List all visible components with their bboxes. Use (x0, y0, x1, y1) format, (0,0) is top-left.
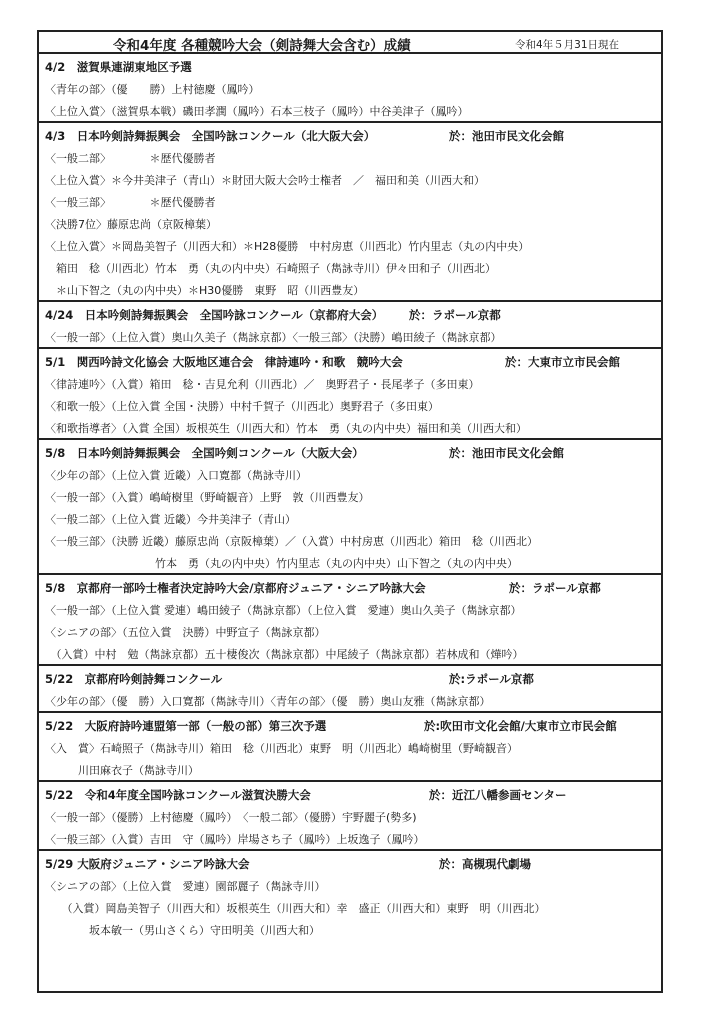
competition-section (39, 851, 661, 940)
document-title: 令和4年度 各種競吟大会（剣詩舞大会含む）成績 (113, 38, 411, 54)
result-text: （入賞）岡島美智子（川西大和）坂根英生（川西大和）幸 盛正（川西大和）東野 明（川西北） (45, 902, 546, 915)
result-text: 〈少年の部〉（上位入賞 近畿）入口寛都（雋詠寺川） (45, 469, 307, 482)
result-text: 〈一般二部〉（上位入賞 近畿）今井美津子（青山） (45, 513, 296, 526)
result-text: 竹本 勇（丸の内中央）竹内里志（丸の内中央）山下智之（丸の内中央） (45, 557, 518, 570)
result-line (39, 689, 661, 711)
document-header (39, 32, 661, 54)
event-title: 5/22 大阪府詩吟連盟第一部（一般の部）第三次予選 (45, 719, 327, 733)
competition-section (39, 782, 661, 851)
event-venue: 於:吹田市文化会館/大東市立市民会館 (424, 719, 617, 733)
result-line (39, 168, 661, 190)
result-text: 〈一般三部〉（決勝 近畿）藤原忠尚（京阪樟葉）／（入賞）中村房恵（川西北）箱田 稔（川西北） (45, 535, 538, 548)
section-heading (39, 351, 661, 372)
result-line (39, 642, 661, 664)
event-venue: 於：高槻現代劇場 (439, 857, 531, 871)
competition-section (39, 349, 661, 440)
result-line (39, 918, 661, 940)
result-line (39, 416, 661, 438)
result-text: 〈一般三部〉 ＊歴代優勝者 (45, 196, 216, 209)
result-line (39, 278, 661, 300)
result-text: 〈一般二部〉 ＊歴代優勝者 (45, 152, 216, 165)
result-line (39, 507, 661, 529)
event-title: 4/3 日本吟剣詩舞振興会 全国吟詠コンクール（北大阪大会） (45, 129, 376, 143)
result-line (39, 212, 661, 234)
result-text: 〈決勝7位〉藤原忠尚（京阪樟葉） (45, 218, 217, 231)
event-title: 5/22 令和4年度全国吟詠コンクール滋賀決勝大会 (45, 788, 311, 802)
competition-section (39, 713, 661, 782)
result-line (39, 620, 661, 642)
event-venue: 於：池田市民文化会館 (449, 129, 564, 143)
result-line (39, 372, 661, 394)
result-line (39, 485, 661, 507)
event-title: 5/8 日本吟剣詩舞振興会 全国吟剣コンクール（大阪大会） (45, 446, 364, 460)
result-line (39, 598, 661, 620)
result-text: 〈上位入賞〉＊岡島美智子（川西大和）＊H28優勝 中村房恵（川西北）竹内里志（丸の内中央） (45, 240, 530, 253)
competition-section (39, 440, 661, 575)
section-heading (39, 668, 661, 689)
result-text: 〈シニアの部〉（五位入賞 決勝）中野宣子（雋詠京都） (45, 626, 326, 639)
result-text: 〈一般一部〉（上位入賞 愛連）嶋田綾子（雋詠京都）（上位入賞 愛連）奥山久美子（雋詠京都） (45, 604, 522, 617)
event-venue: 於：ラポール京都 (509, 581, 601, 595)
event-title: 5/29 大阪府ジュニア・シニア吟詠大会 (45, 857, 250, 871)
result-text: 川田麻衣子（雋詠寺川） (45, 764, 199, 777)
result-text: （入賞）中村 勉（雋詠京都）五十棲俊次（雋詠京都）中尾綾子（雋詠京都）若林成和（燁吟） (45, 648, 524, 661)
result-line (39, 234, 661, 256)
result-text: 坂本敏一（男山さくら）守田明美（川西大和） (45, 924, 320, 937)
result-line (39, 805, 661, 827)
result-line (39, 190, 661, 212)
event-venue: 於：近江八幡参画センター (429, 788, 567, 802)
competition-section (39, 123, 661, 302)
result-text: 〈一般一部〉（優勝）上村徳慶（鳳吟） 〈一般二部〉（優勝）宇野麗子(勢多) (45, 811, 417, 824)
result-text: 〈少年の部〉（優 勝）入口寛都（雋詠寺川）〈青年の部〉（優 勝）奥山友雅（雋詠京都） (45, 695, 491, 708)
event-venue: 於：池田市民文化会館 (449, 446, 564, 460)
section-heading (39, 56, 661, 77)
result-line (39, 529, 661, 551)
event-venue: 於:ラポール京都 (449, 672, 534, 686)
result-line (39, 77, 661, 99)
result-text: 〈シニアの部〉（上位入賞 愛連）園部麗子（雋詠寺川） (45, 880, 326, 893)
result-line (39, 827, 661, 849)
result-line (39, 99, 661, 121)
event-title: 5/1 関西吟詩文化協会 大阪地区連合会 律詩連吟・和歌 競吟大会 (45, 355, 403, 369)
result-line (39, 736, 661, 758)
result-line (39, 758, 661, 780)
event-title: 4/2 滋賀県連湖東地区予選 (45, 60, 192, 74)
result-line (39, 256, 661, 278)
result-line (39, 551, 661, 573)
result-line (39, 146, 661, 168)
event-title: 4/24 日本吟剣詩舞振興会 全国吟詠コンクール（京都府大会） (45, 308, 384, 322)
section-heading (39, 784, 661, 805)
result-line (39, 463, 661, 485)
competition-section (39, 302, 661, 349)
result-text: 〈和歌指導者〉（入賞 全国）坂根英生（川西大和）竹本 勇（丸の内中央）福田和美（川西大和） (45, 422, 527, 435)
result-line (39, 874, 661, 896)
section-heading (39, 304, 661, 325)
result-text: 〈律詩連吟〉（入賞）箱田 稔・吉見允利（川西北）／ 奥野君子・長尾孝子（多田東） (45, 378, 480, 391)
result-line (39, 325, 661, 347)
competition-section (39, 575, 661, 666)
event-title: 5/22 京都府吟剣詩舞コンクール (45, 672, 223, 686)
competition-section (39, 54, 661, 123)
as-of-date: 令和4年５月31日現在 (514, 39, 619, 51)
result-text: 〈青年の部〉（優 勝）上村徳慶（鳳吟） (45, 83, 260, 96)
event-venue: 於：ラポール京都 (409, 308, 501, 322)
event-title: 5/8 京都府一部吟士権者決定詩吟大会/京都府ジュニア・シニア吟詠大会 (45, 581, 426, 595)
result-line (39, 896, 661, 918)
result-text: 〈一般一部〉（上位入賞）奥山久美子（雋詠京都）〈一般三部〉（決勝）嶋田綾子（雋詠京都） (45, 331, 502, 344)
section-heading (39, 715, 661, 736)
result-text: 箱田 稔（川西北）竹本 勇（丸の内中央）石崎照子（雋詠寺川）伊々田和子（川西北） (45, 262, 496, 275)
result-text: 〈上位入賞〉＊今井美津子（青山）＊財団大阪大会吟士権者 ／ 福田和美（川西大和） (45, 174, 485, 187)
section-heading (39, 577, 661, 598)
result-text: 〈入 賞〉石崎照子（雋詠寺川）箱田 稔（川西北）東野 明（川西北）嶋崎樹里（野崎観音） (45, 742, 518, 755)
result-text: 〈一般一部〉（入賞）嶋崎樹里（野崎観音）上野 敦（川西豊友） (45, 491, 370, 504)
result-text: 〈一般三部〉（入賞）吉田 守（鳳吟）岸場さち子（鳳吟）上坂逸子（鳳吟） (45, 833, 425, 846)
section-heading (39, 853, 661, 874)
result-text: 〈和歌一般〉（上位入賞 全国・決勝）中村千賀子（川西北）奥野君子（多田東） (45, 400, 439, 413)
results-document (37, 30, 663, 993)
result-text: 〈上位入賞〉（滋賀県本戦）磯田孝潤（鳳吟）石本三枝子（鳳吟）中谷美津子（鳳吟） (45, 105, 469, 118)
event-venue: 於：大東市立市民会館 (505, 355, 620, 369)
section-heading (39, 125, 661, 146)
sections-container (39, 54, 661, 940)
section-heading (39, 442, 661, 463)
result-line (39, 394, 661, 416)
result-text: ＊山下智之（丸の内中央）＊H30優勝 東野 昭（川西豊友） (45, 284, 365, 297)
competition-section (39, 666, 661, 713)
